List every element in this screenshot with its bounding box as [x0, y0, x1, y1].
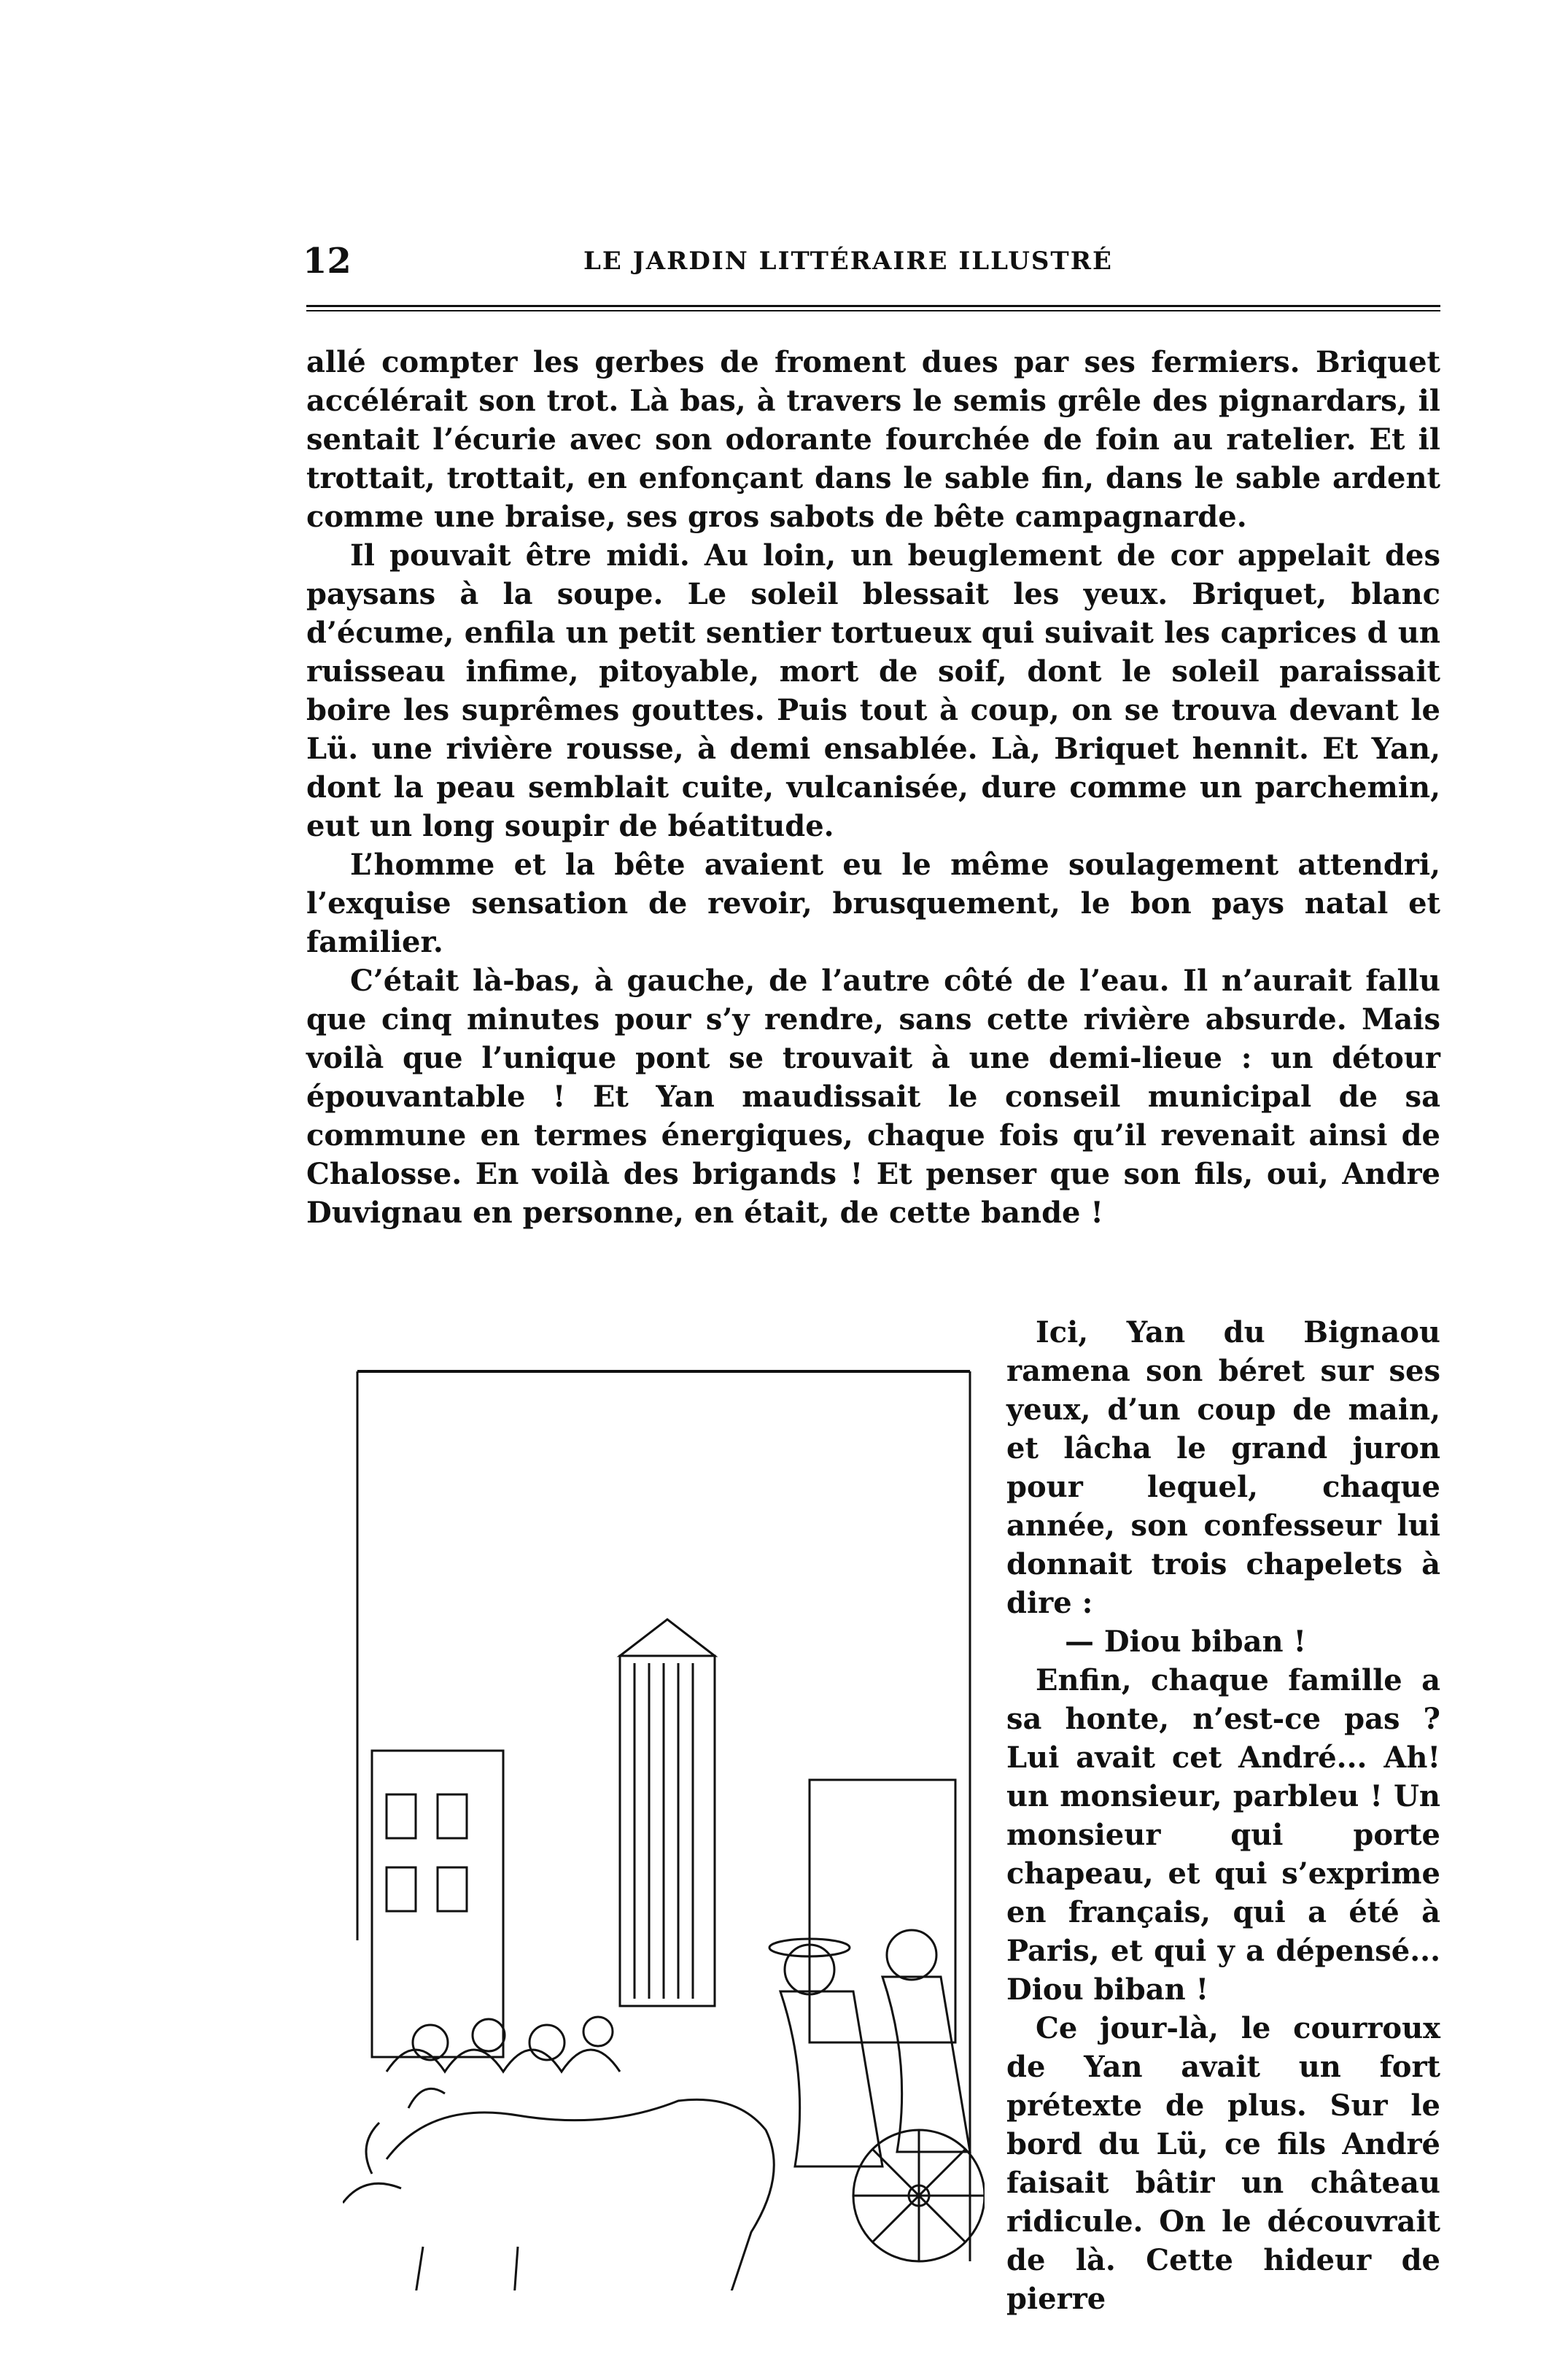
paragraph-5: Ici, Yan du Bignaou ramena son béret sur ses yeux, d’un coup de main, et lâcha le grand juron pour lequel, chaque année, son confesseur lui donnait trois chapelets à dire :: [1006, 1315, 1440, 1620]
paragraph-4: C’était là-bas, à gauche, de l’autre côté de l’eau. Il n’aurait fallu que cinq minutes pour s’y rendre, sans cette rivière absurde. Mais voilà que l’unique pont se trouvait à une demi-lieue : un détour épouvantable ! Et Yan maudissait le conseil municipal de sa commune en termes énergiques, chaque fois qu’il revenait ainsi de Chalosse. En voilà des brigands ! Et penser que son fils, oui, Andre Duvignau en personne, en était, de cette bande !: [306, 964, 1440, 1230]
paragraph-7: Enfin, chaque famille a sa honte, n’est-ce pas ? Lui avait cet André... Ah! un monsieur, parbleu ! Un monsieur qui porte chapeau, et qui s’exprime en français, qui a été à Paris, et qui y a dépensé... Diou biban !: [1006, 1663, 1440, 2007]
side-column-text: [1006, 1313, 1440, 2318]
header-rule: [306, 305, 1440, 311]
paragraph-6: — Diou biban !: [1065, 1624, 1307, 1659]
page-number: 12: [303, 241, 352, 282]
paragraph-2: Il pouvait être midi. Au loin, un beuglement de cor appelait des paysans à la soupe. Le soleil blessait les yeux. Briquet, blanc d’écume, enfila un petit sentier tortueux qui suivait les caprices d un ruisseau infime, pitoyable, mort de soif, dont le soleil paraissait boire les suprêmes gouttes. Puis tout à coup, on se trouva devant le Lü. une rivière rousse, à demi ensablée. Là, Briquet hennit. Et Yan, dont la peau semblait cuite, vulcanisée, dure comme un parchemin, eut un long soupir de béatitude.: [306, 538, 1440, 843]
paragraph-1: allé compter les gerbes de froment dues par ses fermiers. Briquet accélérait son trot. Là bas, à travers le semis grêle des pignardars, il sentait l’écurie avec son odorante fourchée de foin au ratelier. Et il trottait, trottait, en enfonçant dans le sable fin, dans le sable ardent comme une braise, ses gros sabots de bête campagnarde.: [306, 345, 1440, 534]
body-text: [306, 343, 1440, 1232]
running-head: LE JARDIN LITTÉRAIRE ILLUSTRÉ: [583, 247, 1113, 276]
engraving-illustration-icon: [343, 1342, 985, 2290]
paragraph-3: L’homme et la bête avaient eu le même soulagement attendri, l’exquise sensation de revoir, brusquement, le bon pays natal et familier.: [306, 848, 1440, 959]
paragraph-8: Ce jour-là, le courroux de Yan avait un fort prétexte de plus. Sur le bord du Lü, ce fils André faisait bâtir un château ridicule. On le découvrait de là. Cette hideur de pierre: [1006, 2011, 1440, 2316]
